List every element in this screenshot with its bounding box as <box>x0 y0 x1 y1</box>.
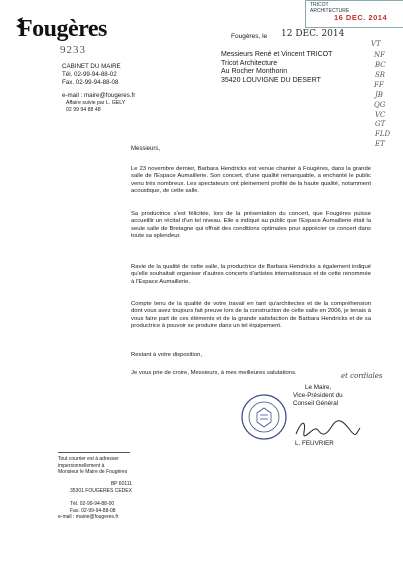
stamp-line1: TRICOT <box>310 2 329 8</box>
recipient-line: Messieurs René et Vincent TRICOT <box>221 51 333 58</box>
recipient-line: 35420 LOUVIGNE DU DESERT <box>221 77 321 85</box>
signature-line: Conseil Général <box>293 400 339 407</box>
signature-line: Vice-Président du <box>293 392 343 399</box>
affaire-phone: 02 99 94 88 48 <box>66 107 101 113</box>
recipient-line: Tricot Architecture <box>221 59 278 67</box>
recipient-line: Au Rocher Monthorin <box>221 68 288 76</box>
note-text: JB <box>375 91 383 99</box>
handwritten-routing-notes <box>366 38 402 158</box>
dateline-place: Fougères, le <box>231 33 268 40</box>
footer-address <box>70 481 132 494</box>
note-text: VT <box>371 40 381 48</box>
footer-line: e-mail : mairie@fougeres.fr <box>58 514 119 520</box>
closing-salutation: Je vous prie de croire, Messieurs, à mes meilleures salutations. <box>131 370 297 376</box>
paragraph-3: Ravie de la qualité de cette salle, la productrice de Barbara Hendricks a également indiqué qu'elle souhaitait organiser d'autres concerts d'artistes internationaux et de cette renommée à l'Espace Aumaillerie. <box>131 264 371 285</box>
signature-title-block <box>293 384 343 408</box>
footer-line: Fax. 02-99-94-88-08 <box>70 507 116 514</box>
footer-notice <box>58 456 127 476</box>
note-text: ET <box>375 140 385 148</box>
signature-line: Le Maire, <box>305 384 332 391</box>
footer-contacts <box>58 501 118 521</box>
signatory-name: L. FEUVRIER <box>295 440 334 447</box>
cabinet-email: e-mail : maire@fougeres.fr <box>62 91 136 99</box>
logo-wordmark: Fougères <box>18 16 107 42</box>
dateline-date: 12 DEC. 2014 <box>281 29 345 39</box>
cabinet-block <box>62 63 135 100</box>
footer-line: Tout courrier est à adresser <box>58 456 119 462</box>
note-text: BC <box>375 61 386 69</box>
stamp-date: 16 DEC. 2014 <box>334 13 388 22</box>
note-text: FLD <box>375 130 391 138</box>
note-text: NF <box>374 51 385 59</box>
footer-line: impersonnellement à <box>58 462 105 469</box>
footer-line: 35301 FOUGERES CEDEX <box>70 487 132 494</box>
footer-line: BP 60111 <box>110 481 132 487</box>
note-text: FF <box>374 81 384 89</box>
reception-stamp <box>305 0 403 28</box>
note-text: QG <box>374 101 386 109</box>
note-text: SR <box>375 71 386 79</box>
note-text: VC <box>375 111 386 119</box>
paragraph-2: Sa productrice s'est félicitée, lors de la présentation du concert, que Fougères puisse accueillir un récital d'un tel niveau. Elle a indiqué au public que l'Espace Aumaillerie était la seule salle de Bretagne qui offrait des conditions optimales pour apprécier ce concert dans toute sa splendeur. <box>131 211 371 239</box>
footer-divider <box>58 452 130 453</box>
signature-scribble <box>292 418 362 440</box>
footer-line: Tél. 02-99-94-88-00 <box>70 501 115 507</box>
affaire-suivie: Affaire suivie par L. GELY <box>66 100 126 106</box>
affaire-suivie-block <box>66 100 125 114</box>
reference-number: 9233 <box>60 44 86 56</box>
handwritten-addition: et cordiales <box>341 372 383 380</box>
greeting: Messieurs, <box>131 146 161 152</box>
cabinet-fax: Fax. 02-99-94-88-08 <box>62 79 119 87</box>
footer-line: Monsieur le Maire de Fougères <box>58 469 128 475</box>
official-seal <box>240 393 288 441</box>
paragraph-1: Le 23 novembre dernier, Barbara Hendricks est venue chanter à Fougères, dans la grande salle de l'Espace Aumaillerie. Son concert, d'une qualité remarquable, a enchanté le public venu très nombreux. Les spectateurs ont pleinement profité de la haute qualité, notamment acoustique, de cette salle. <box>131 166 371 194</box>
cabinet-title: CABINET DU MAIRE <box>62 63 121 70</box>
paragraph-4: Compte tenu de la qualité de votre travail en tant qu'architectes et de la compréhension dont vous avez toujours fait preuve lors de la construction de cette salle en 2006, je tenais à vous faire part de ces éléments et de la grande satisfaction de Barbara Hendricks et de sa productrice à pouvoir se produire dans un tel équipement. <box>131 301 371 329</box>
cabinet-phone: Tél. 02-99-94-88-02 <box>62 71 117 79</box>
closing-disposition: Restant à votre disposition, <box>131 352 203 358</box>
note-text: GT <box>375 120 386 128</box>
stamp-line2: ARCHITECTURE <box>310 8 350 14</box>
recipient-address <box>221 51 332 86</box>
